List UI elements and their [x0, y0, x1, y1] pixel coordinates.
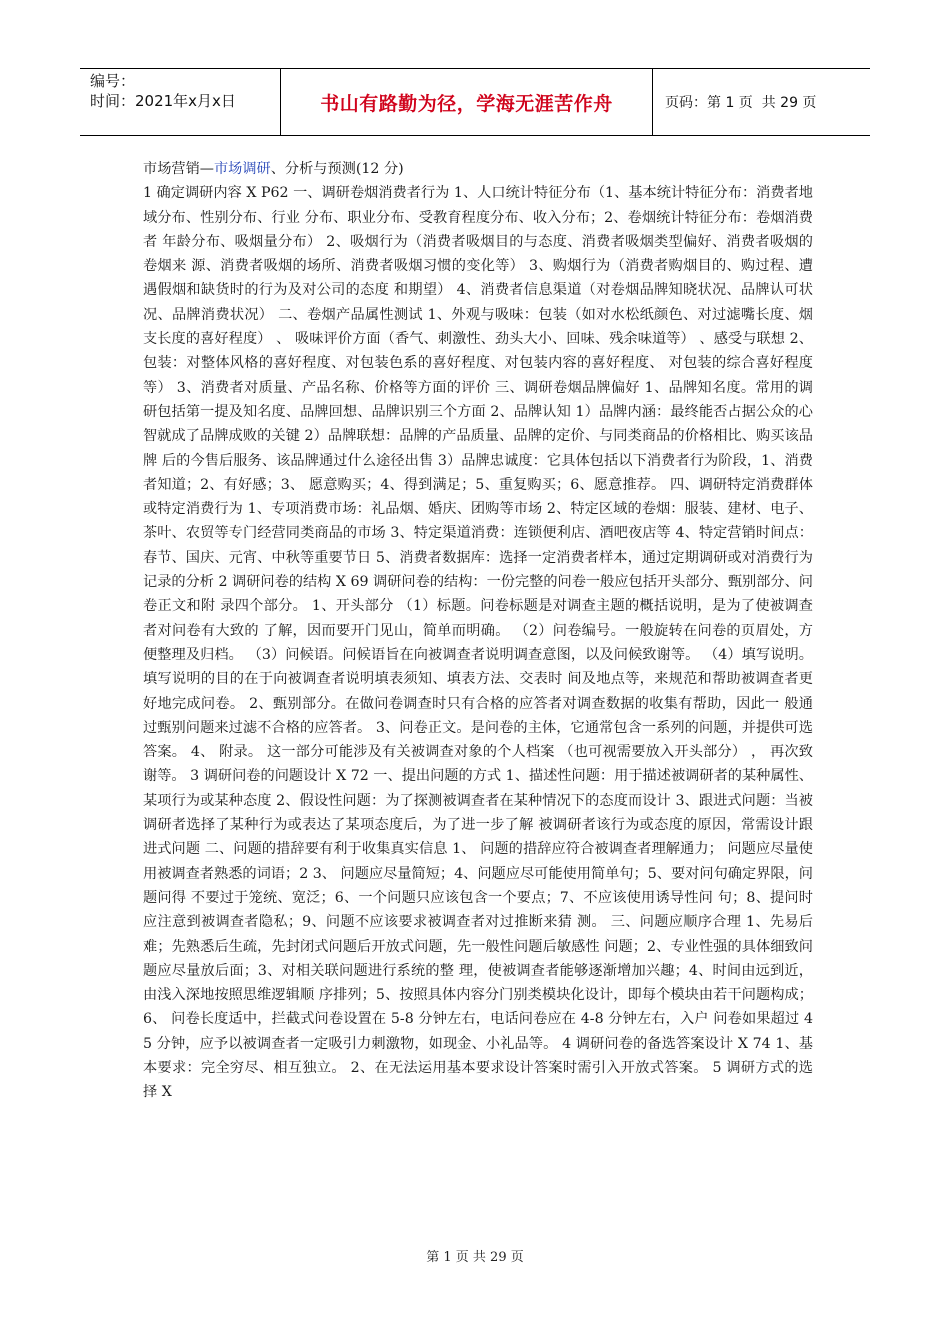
header-page-info: 页码：第 1 页 共 29 页	[665, 95, 817, 111]
document-title	[143, 157, 813, 181]
title-prefix: 市场营销—	[143, 161, 214, 177]
title-suffix: 、分析与预测(12 分)	[270, 161, 404, 177]
document-number-label: 编号：	[90, 72, 136, 90]
document-paragraph: 1 确定调研内容 X P62 一、调研卷烟消费者行为 1、人口统计特征分布（1、基本统计特征分布：消费者地域分布、性别分布、行业 分布、职业分布、受教育程度分布、收入分布；2、卷烟统计特征分布：卷烟消费者 年龄分布、吸烟量分布） 2、吸烟行为（消费者吸烟目的与态度、消费者吸烟类型偏好、消费者吸烟的卷烟来 源、消费者吸烟的场所、消费者吸烟习惯的变化等） 3、购烟行为（消费者购烟目的、购过程、遭遇假烟和缺货时的行为及对公司的态度 和期望） 4、消费者信息渠道（对卷烟品牌知晓状况、品牌认可状况、品牌消费状况） 二、卷烟产品属性测试 1、外观与吸味：包装（如对水松纸颜色、对过滤嘴长度、烟支长度的喜好程度） 、 吸味评价方面（香气、刺激性、劲头大小、回味、残余味道等） 、感受与联想 2、包装：对整体风格的喜好程度、对包装色系的喜好程度、对包装内容的喜好程度、 对包装的综合喜好程度等） 3、消费者对质量、产品名称、价格等方面的评价 三、调研卷烟品牌偏好 1、品牌知名度。常用的调研包括第一提及知名度、品牌回想、品牌识别三个方面 2、品牌认知 1）品牌内涵：最终能否占据公众的心智就成了品牌成败的关键 2）品牌联想：品牌的产品质量、品牌的定价、与同类商品的价格相比、购买该品牌 后的今售后服务、该品牌通过什么途径出售 3）品牌忠诚度：它具体包括以下消费者行为阶段，1、消费者知道；2、有好感；3、 愿意购买；4、得到满足；5、重复购买；6、愿意推荐。 四、调研特定消费群体或特定消费行为 1、专项消费市场：礼品烟、婚庆、团购等市场 2、特定区域的卷烟：服装、建材、电子、茶叶、农贸等专门经营同类商品的市场 3、特定渠道消费：连锁便利店、酒吧夜店等 4、特定营销时间点：春节、国庆、元宵、中秋等重要节日 5、消费者数据库：选择一定消费者样本，通过定期调研或对消费行为记录的分析 2 调研问卷的结构 X 69 调研问卷的结构：一份完整的问卷一般应包括开头部分、甄别部分、问卷正文和附 录四个部分。 1、开头部分 （1）标题。问卷标题是对调查主题的概括说明，是为了使被调查者对问卷有大致的 了解，因而要开门见山，简单而明确。 （2）问卷编号。一般旋转在问卷的页眉处，方便整理及归档。 （3）问候语。问候语旨在向被调查者说明调查意图，以及问候致谢等。 （4）填写说明。填写说明的目的在于向被调查者说明填表须知、填表方法、交表时 间及地点等，来规范和帮助被调查者更好地完成问卷。 2、甄别部分。在做问卷调查时只有合格的应答者对调查数据的收集有帮助，因此一 般通过甄别问题来过滤不合格的应答者。 3、问卷正文。是问卷的主体，它通常包含一系列的问题，并提供可选答案。 4、 附录。 这一部分可能涉及有关被调查对象的个人档案 （也可视需要放入开头部分） ， 再次致谢等。 3 调研问卷的问题设计 X 72 一、提出问题的方式 1、描述性问题：用于描述被调研者的某种属性、某项行为或某种态度 2、假设性问题：为了探测被调查者在某种情况下的态度而设计 3、跟进式问题：当被调研者选择了某种行为或表达了某项态度后，为了进一步了解 被调研者该行为或态度的原因，常需设计跟进式问题 二、问题的措辞要有利于收集真实信息 1、 问题的措辞应符合被调查者理解通力； 问题应尽量使用被调查者熟悉的词语；2 3、 问题应尽量简短；4、问题应尽可能使用简单句；5、要对问句确定界限，问题问得 不要过于笼统、宽泛；6、一个问题只应该包含一个要点；7、不应该使用诱导性问 句；8、提问时应注意到被调查者隐私；9、问题不应该要求被调查者对过推断来猜 测。 三、问题应顺序合理 1、先易后难；先熟悉后生疏，先封闭式问题后开放式问题，先一般性问题后敏感性 问题；2、专业性强的具体细致问题应尽量放后面；3、对相关联问题进行系统的整 理，使被调查者能够逐渐增加兴趣；4、时间由远到近，由浅入深地按照思维逻辑顺 序排列；5、按照具体内容分门别类模块化设计，即每个模块由若干问题构成； 6、 问卷长度适中，拦截式问卷设置在 5-8 分钟左右，电话问卷应在 4-8 分钟左右，入户 问卷如果超过 45 分钟，应予以被调查者一定吸引力刺激物，如现金、小礼品等。 4 调研问卷的备选答案设计 X 74 1、基本要求：完全穷尽、相互独立。 2、在无法运用基本要求设计答案时需引入开放式答案。 5 调研方式的选择 X	[143, 185, 813, 1101]
page-header	[80, 68, 870, 136]
document-time-label: 时间：2021年x月x日	[90, 92, 236, 110]
page-footer: 第 1 页 共 29 页	[426, 1250, 524, 1265]
document-body	[143, 157, 813, 1105]
header-meta	[80, 69, 281, 135]
title-link-market-research[interactable]: 市场调研	[213, 161, 271, 177]
header-motto: 书山有路勤为径，学海无涯苦作舟	[281, 69, 653, 135]
